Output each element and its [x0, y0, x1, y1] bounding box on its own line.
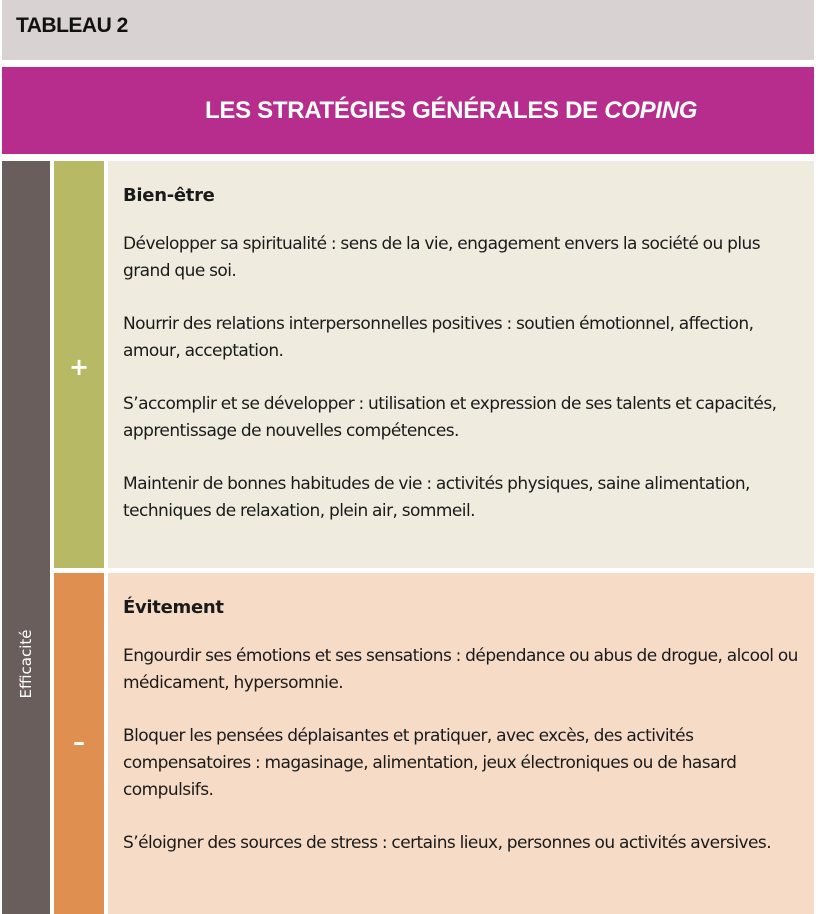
efficacy-axis — [2, 161, 50, 914]
table-title — [205, 97, 697, 125]
list-item: Maintenir de bonnes habitudes de vie : activités physiques, saine alimentation, techniques de relaxation, plein air, sommeil. — [123, 474, 750, 521]
list-item: S’accomplir et se développer : utilisation et expression de ses talents et capacités, apprentissage de nouvelles compétences. — [123, 394, 777, 441]
list-item: Bloquer les pensées déplaisantes et pratiquer, avec excès, des activités compensatoires : magasinage, alimentation, jeux électroniques ou de hasard compulsifs. — [123, 726, 737, 800]
avoidance-section — [108, 573, 814, 914]
axis-label: Efficacité — [17, 629, 35, 699]
title-bar — [2, 67, 814, 154]
table-label: TABLEAU 2 — [16, 14, 128, 37]
positive-sign-column — [54, 161, 104, 568]
list-item: Engourdir ses émotions et ses sensations : dépendance ou abus de drogue, alcool ou médicament, hypersomnie. — [123, 646, 798, 693]
table-label-bar — [2, 0, 814, 60]
list-item: S’éloigner des sources de stress : certains lieux, personnes ou activités aversives. — [123, 833, 772, 853]
minus-sign: – — [73, 728, 85, 756]
plus-sign: + — [68, 353, 90, 381]
negative-sign-column — [54, 573, 104, 914]
list-item: Nourrir des relations interpersonnelles positives : soutien émotionnel, affection, amour, acceptation. — [123, 314, 754, 361]
section-heading: Évitement — [123, 597, 224, 618]
title-main: LES STRATÉGIES GÉNÉRALES DE — [205, 97, 605, 124]
wellbeing-section — [108, 161, 814, 568]
title-italic: COPING — [604, 97, 698, 124]
list-item: Développer sa spiritualité : sens de la vie, engagement envers la société ou plus grand que soi. — [123, 234, 761, 281]
section-heading: Bien-être — [123, 185, 215, 206]
